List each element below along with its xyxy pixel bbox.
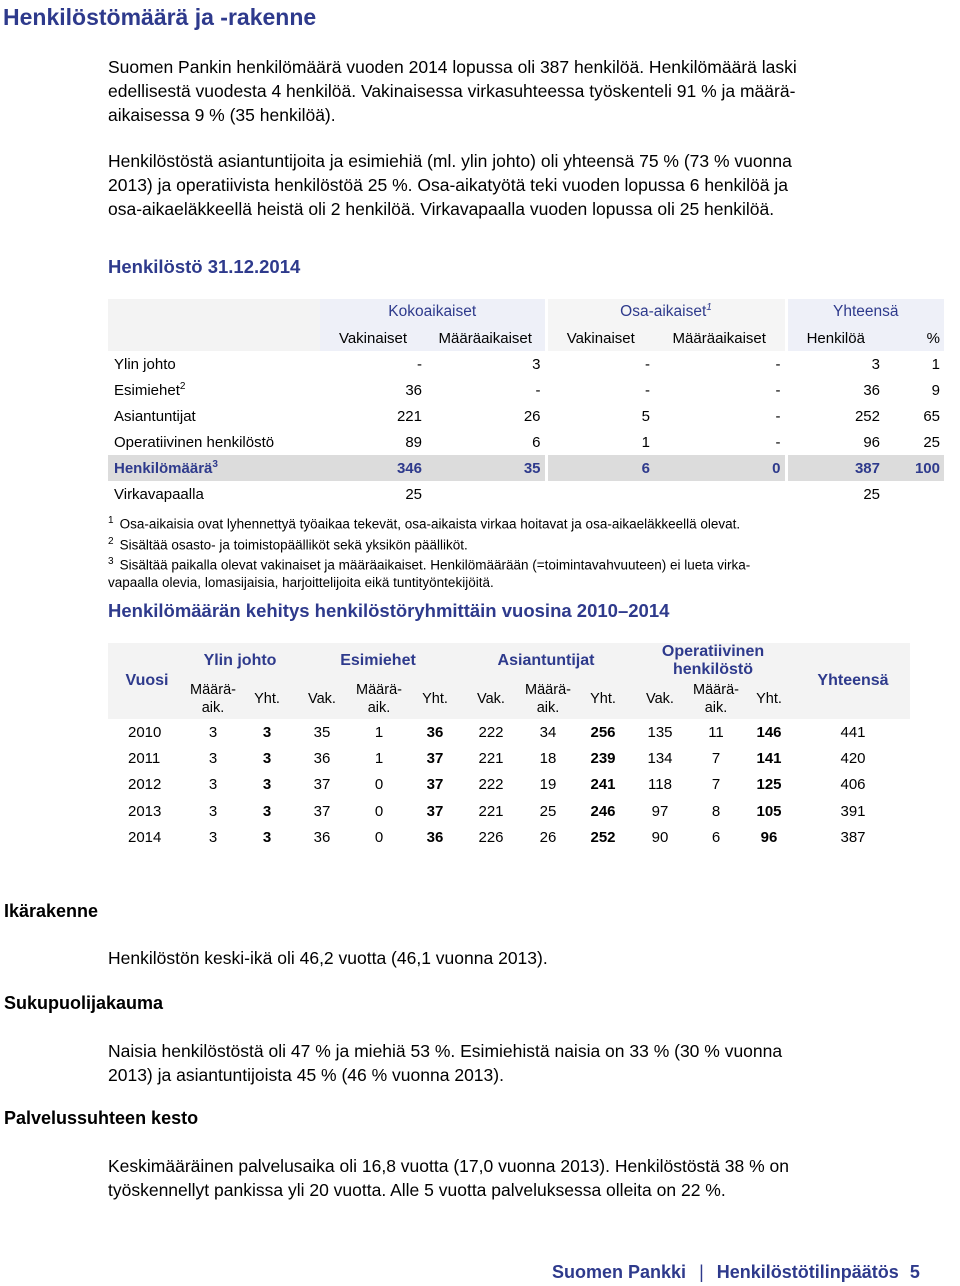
table-row <box>108 745 910 771</box>
column-header: Määrä-aik. <box>186 679 240 719</box>
table-cell: 37 <box>313 802 331 820</box>
table-cell: 25 <box>786 481 884 507</box>
section-text-gender <box>108 1039 908 1087</box>
table-cell <box>546 481 654 507</box>
column-header: % <box>884 325 944 351</box>
table-row <box>108 798 910 824</box>
table-cell: 256 <box>590 723 616 741</box>
section-heading-gender: Sukupuolijakauma <box>4 993 164 1013</box>
group-header: Osa-aikaiset$^1$ <box>546 299 786 325</box>
footer-doc: Henkilöstötilinpäätös <box>716 1262 899 1282</box>
text-line: aikaisessa 9 % (35 henkilöä). <box>108 105 336 125</box>
table-cell: 5 <box>546 403 654 429</box>
table-cell: 90 <box>651 829 669 847</box>
footnotes <box>108 512 750 591</box>
table-cell: 239 <box>590 750 616 768</box>
column-header: Yht. <box>742 679 796 719</box>
group-header: Esimiehet <box>294 643 462 679</box>
table-cell: 37 <box>426 750 444 768</box>
trend-group-header <box>108 643 910 679</box>
table-cell: 36 <box>313 829 331 847</box>
table-cell: 3 <box>262 723 272 741</box>
trend-table-heading: Henkilömäärän kehitys henkilöstöryhmittäin vuosina 2010–2014 <box>108 600 670 621</box>
table-cell: 19 <box>539 776 557 794</box>
table-cell: 100 <box>884 455 944 481</box>
table-cell: 406 <box>840 776 866 794</box>
column-header: Vak. <box>630 679 690 719</box>
table-row <box>108 351 944 377</box>
section-text-age <box>108 946 908 970</box>
table-cell: 6 <box>546 455 654 481</box>
year-cell: 2014 <box>128 829 162 847</box>
table-cell: - <box>775 381 781 399</box>
year-cell: 2012 <box>128 776 162 794</box>
table-cell: 36 <box>405 381 422 399</box>
text-line: 2013) ja asiantuntijoista 45 % (46 % vuonna 2013). <box>108 1065 504 1085</box>
table-cell <box>426 481 546 507</box>
footnote: $^1$ Osa-aikaisia ovat lyhennettyä työaikaa tekevät, osa-aikaista virkaa hoitavat ja osa-aikaeläkkeellä olevat. <box>108 515 741 532</box>
table-cell: 387 <box>786 455 884 481</box>
table-cell: 441 <box>840 723 866 741</box>
table-cell: - <box>775 407 781 425</box>
table-cell: 135 <box>647 723 673 741</box>
column-header: Määräaikaiset <box>654 325 786 351</box>
column-header: Yht. <box>240 679 294 719</box>
table-row <box>108 377 944 403</box>
staff-table <box>108 299 944 507</box>
row-label: Henkilömäärä$^3$ <box>108 455 320 481</box>
group-header: Asiantuntijat <box>462 643 630 679</box>
year-cell: 2010 <box>128 723 162 741</box>
column-header: Vakinaiset <box>320 325 426 351</box>
text-line: 2013) ja operatiivista henkilöstöä 25 %. Osa-aikatyötä teki vuoden lopussa 6 henkilöä ja <box>108 175 788 195</box>
table-cell: 89 <box>405 433 422 451</box>
table-cell: 36 <box>426 829 444 847</box>
table-cell: - <box>546 351 654 377</box>
table-cell: 36 <box>786 377 884 403</box>
table-row <box>108 719 910 745</box>
table-cell: 25 <box>405 485 422 503</box>
header-blank-cell <box>108 299 320 351</box>
column-header: Yht. <box>576 679 630 719</box>
table-cell: 37 <box>426 802 444 820</box>
total-header: Yhteensä <box>796 643 910 719</box>
group-header: Ylin johto <box>186 643 294 679</box>
column-header: Henkilöä <box>786 325 884 351</box>
staff-table-group-header <box>108 299 944 325</box>
table-cell: 0 <box>374 829 384 847</box>
table-cell: 18 <box>539 750 557 768</box>
page-number: 5 <box>909 1262 920 1282</box>
group-header: Kokoaikaiset <box>320 299 546 325</box>
trend-table <box>108 643 910 851</box>
table-cell: 37 <box>313 776 331 794</box>
table-cell: 35 <box>426 455 546 481</box>
footer-separator: | <box>699 1262 704 1282</box>
table-cell: 36 <box>313 750 331 768</box>
text-line: Suomen Pankin henkilömäärä vuoden 2014 lopussa oli 387 henkilöä. Henkilömäärä laski <box>108 57 797 77</box>
table-cell: 3 <box>262 802 272 820</box>
total-row <box>108 455 944 481</box>
table-cell: 3 <box>208 802 218 820</box>
column-header: Yht. <box>408 679 462 719</box>
table-cell: 420 <box>840 750 866 768</box>
table-cell: 0 <box>374 802 384 820</box>
row-label: Operatiivinen henkilöstö <box>114 433 275 451</box>
table-cell: 3 <box>532 355 541 373</box>
table-cell: 37 <box>426 776 444 794</box>
table-cell: 6 <box>532 433 541 451</box>
table-cell: - <box>775 433 781 451</box>
table-cell: 222 <box>478 723 504 741</box>
staff-table-heading: Henkilöstö 31.12.2014 <box>108 256 301 277</box>
group-header: Operatiivinen henkilöstö <box>630 643 796 679</box>
column-header: Määräaikaiset <box>426 325 546 351</box>
table-cell: - <box>546 377 654 403</box>
table-cell: - <box>535 381 541 399</box>
page-footer <box>552 1262 920 1283</box>
text-line: edellisestä vuodesta 4 henkilöä. Vakinaisessa virkasuhteessa työskenteli 91 % ja määrä- <box>108 81 796 101</box>
table-cell: 25 <box>539 802 557 820</box>
table-cell: 387 <box>840 829 866 847</box>
group-header: Yhteensä <box>786 299 944 325</box>
table-cell: 252 <box>786 403 884 429</box>
footnote: $^2$ Sisältää osasto- ja toimistopäälliköt sekä yksikön päälliköt. <box>108 535 468 552</box>
table-cell: 26 <box>539 829 557 847</box>
table-cell: 221 <box>478 802 504 820</box>
row-label: Virkavapaalla <box>114 485 204 503</box>
table-cell: 246 <box>590 802 616 820</box>
table-cell: 97 <box>651 802 669 820</box>
text-line: Henkilöstöstä asiantuntijoita ja esimiehiä (ml. ylin johto) oli yhteensä 75 % (73 % vuonna <box>108 151 792 171</box>
table-cell: 34 <box>539 723 557 741</box>
table-cell: 3 <box>208 776 218 794</box>
column-header: Määrä-aik. <box>520 679 576 719</box>
row-label: Asiantuntijat <box>114 407 196 425</box>
column-header: Vak. <box>462 679 520 719</box>
column-header: Määrä-aik. <box>690 679 742 719</box>
table-cell: 3 <box>208 750 218 768</box>
table-cell: 9 <box>931 381 940 399</box>
column-header: Vak. <box>294 679 350 719</box>
table-cell: 3 <box>262 776 272 794</box>
table-cell: 1 <box>374 750 384 768</box>
table-cell <box>654 481 786 507</box>
table-row <box>108 825 910 851</box>
table-cell: 3 <box>786 351 884 377</box>
table-cell: 1 <box>374 723 384 741</box>
table-cell: 65 <box>923 407 940 425</box>
table-cell: 36 <box>426 723 444 741</box>
table-cell: 141 <box>756 750 782 768</box>
year-header: Vuosi <box>108 643 186 719</box>
table-cell: 96 <box>786 429 884 455</box>
table-cell: 0 <box>654 455 786 481</box>
table-cell: 25 <box>923 433 940 451</box>
table-cell: - <box>417 355 422 373</box>
trend-subheader <box>108 679 910 719</box>
table-cell: 221 <box>478 750 504 768</box>
table-cell: 0 <box>374 776 384 794</box>
table-cell: 35 <box>313 723 331 741</box>
table-cell: 7 <box>711 750 721 768</box>
table-cell: 26 <box>523 407 541 425</box>
table-cell: 105 <box>756 802 782 820</box>
table-cell: 8 <box>711 802 721 820</box>
table-cell: 252 <box>590 829 616 847</box>
table-cell: 226 <box>478 829 504 847</box>
table-row <box>108 772 910 798</box>
text-line: Naisia henkilöstöstä oli 47 % ja miehiä 53 %. Esimiehistä naisia on 33 % (30 % vuonna <box>108 1041 783 1061</box>
table-cell: 118 <box>648 776 672 794</box>
text-line: Henkilöstön keski-ikä oli 46,2 vuotta (46,1 vuonna 2013). <box>108 948 548 968</box>
year-cell: 2013 <box>128 802 162 820</box>
table-row <box>108 429 944 455</box>
table-cell: 241 <box>590 776 616 794</box>
table-cell: 134 <box>647 750 673 768</box>
table-cell: 125 <box>756 776 782 794</box>
footnote: $^3$ Sisältää paikalla olevat vakinaiset ja määräaikaiset. Henkilömäärään (=toimintavahvuuteen) ei lueta virka- <box>108 556 751 573</box>
table-cell: - <box>775 355 781 373</box>
table-cell: 7 <box>711 776 721 794</box>
text-line: Keskimääräinen palvelusaika oli 16,8 vuotta (17,0 vuonna 2013). Henkilöstöstä 38 % on <box>108 1156 789 1176</box>
table-cell: 222 <box>478 776 504 794</box>
table-cell: 391 <box>840 802 866 820</box>
page-title: Henkilöstömäärä ja -rakenne <box>3 4 317 30</box>
text-line: osa-aikaeläkkeellä heistä oli 2 henkilöä. Virkavapaalla vuoden lopussa oli 25 henkilöä. <box>108 199 775 219</box>
column-header: Vakinaiset <box>546 325 654 351</box>
text-line: työskennellyt pankissa yli 20 vuotta. Alle 5 vuotta palveluksessa olleita on 22 %. <box>108 1180 726 1200</box>
table-cell: 3 <box>208 723 218 741</box>
table-row <box>108 403 944 429</box>
intro-paragraph-1 <box>108 55 908 127</box>
table-cell: 96 <box>760 829 778 847</box>
intro-paragraph-2 <box>108 149 908 221</box>
table-cell: 146 <box>756 723 782 741</box>
table-cell: 3 <box>262 829 272 847</box>
row-label: Esimiehet$^2$ <box>114 381 186 399</box>
row-label: Ylin johto <box>114 355 176 373</box>
table-cell: 3 <box>208 829 218 847</box>
table-cell <box>884 481 944 507</box>
table-cell: 6 <box>711 829 721 847</box>
section-heading-age: Ikärakenne <box>4 901 99 921</box>
table-row <box>108 481 944 507</box>
footnote: vapaalla olevia, lomasijaisia, harjoittelijoita eikä tuntityöntekijöitä. <box>108 574 494 590</box>
table-cell: 346 <box>320 455 426 481</box>
table-cell: 221 <box>396 407 422 425</box>
section-text-tenure <box>108 1154 908 1202</box>
table-cell: 3 <box>262 750 272 768</box>
year-cell: 2011 <box>128 750 161 768</box>
table-cell: 1 <box>546 429 654 455</box>
column-header: Määrä-aik. <box>350 679 408 719</box>
table-cell: 11 <box>708 723 724 741</box>
footer-org: Suomen Pankki <box>552 1262 687 1282</box>
table-cell: 1 <box>931 355 940 373</box>
section-heading-tenure: Palvelussuhteen kesto <box>4 1108 199 1128</box>
